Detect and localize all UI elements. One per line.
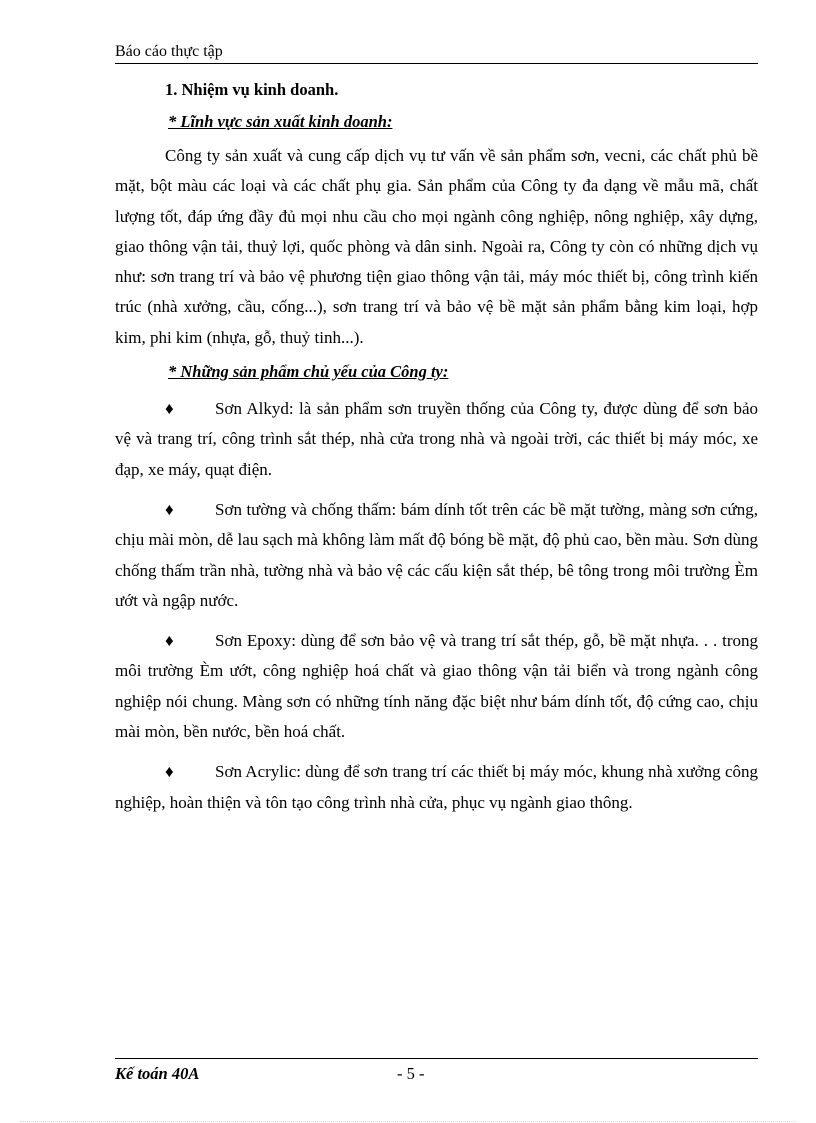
diamond-bullet-icon: ♦ xyxy=(165,499,174,519)
page-bottom-divider xyxy=(20,1121,796,1122)
footer-label: Kế toán 40A xyxy=(115,1064,200,1083)
page-number: - 5 - xyxy=(397,1064,425,1083)
paragraph-business-field: Công ty sản xuất và cung cấp dịch vụ tư vấn về sản phẩm sơn, vecni, các chất phủ bề mặt, bột màu các loại và các chất phụ gia. Sản phẩm của Công ty đa dạng về mẫu mã, chất lượng tốt, đáp ứng đầy đủ mọi nhu cầu cho mọi ngành công nghiệp, nông nghiệp, xây dựng, giao thông vận tải, thuỷ lợi, quốc phòng và dân sinh. Ngoài ra, Công ty còn có những dịch vụ như: sơn trang trí và bảo vệ phương tiện giao thông vận tải, máy móc thiết bị, công trình kiến trúc (nhà xưởng, cầu, cống...), sơn trang trí và bảo vệ bề mặt sản phẩm bằng kim loại, hợp kim, phi kim (nhựa, gỗ, thuỷ tinh...). xyxy=(115,146,758,347)
section-heading: 1. Nhiệm vụ kinh doanh. xyxy=(165,80,339,99)
page-footer xyxy=(115,1058,758,1089)
subheading-business-field: * Lĩnh vực sản xuất kinh doanh: xyxy=(168,112,393,131)
page-header xyxy=(115,42,758,64)
list-item-text: Sơn Acrylic: dùng để sơn trang trí các thiết bị máy móc, khung nhà xưởng công nghiệp, hoàn thiện và tôn tạo công trình nhà cửa, phục vụ ngành giao thông. xyxy=(115,762,758,812)
subheading-main-products: * Những sản phẩm chủ yếu của Công ty: xyxy=(168,362,449,382)
list-item-text: Sơn Epoxy: dùng để sơn bảo vệ và trang trí sắt thép, gỗ, bề mặt nhựa. . . trong môi trường Èm ướt, công nghiệp hoá chất và giao thông vận tải biển và trong ngành công nghiệp nói chung. Màng sơn có những tính năng đặc biệt như bám dính tốt, độ cứng cao, chịu mài mòn, bền nước, bền hoá chất. xyxy=(115,631,758,742)
list-item-text: Sơn tường và chống thấm: bám dính tốt trên các bề mặt tường, màng sơn cứng, chịu mài mòn, dễ lau sạch mà không làm mất độ bóng bề mặt, độ phủ cao, bền màu. Sơn dùng chống thấm trần nhà, tường nhà và bảo vệ các cấu kiện sắt thép, bê tông trong môi trường Èm ướt và ngập nước. xyxy=(115,499,758,610)
list-item xyxy=(115,394,758,485)
list-item-text: Sơn Alkyd: là sản phẩm sơn truyền thống của Công ty, được dùng để sơn bảo vệ và trang trí, công trình sắt thép, nhà cửa trong nhà và ngoài trời, các thiết bị máy móc, xe đạp, xe máy, quạt điện. xyxy=(115,399,758,479)
list-item xyxy=(115,495,758,616)
diamond-bullet-icon: ♦ xyxy=(165,399,174,419)
diamond-bullet-icon: ♦ xyxy=(165,762,174,782)
list-item xyxy=(115,757,758,818)
header-title: Báo cáo thực tập xyxy=(115,43,223,60)
document-body xyxy=(115,80,758,818)
diamond-bullet-icon: ♦ xyxy=(165,631,174,651)
list-item xyxy=(115,626,758,747)
